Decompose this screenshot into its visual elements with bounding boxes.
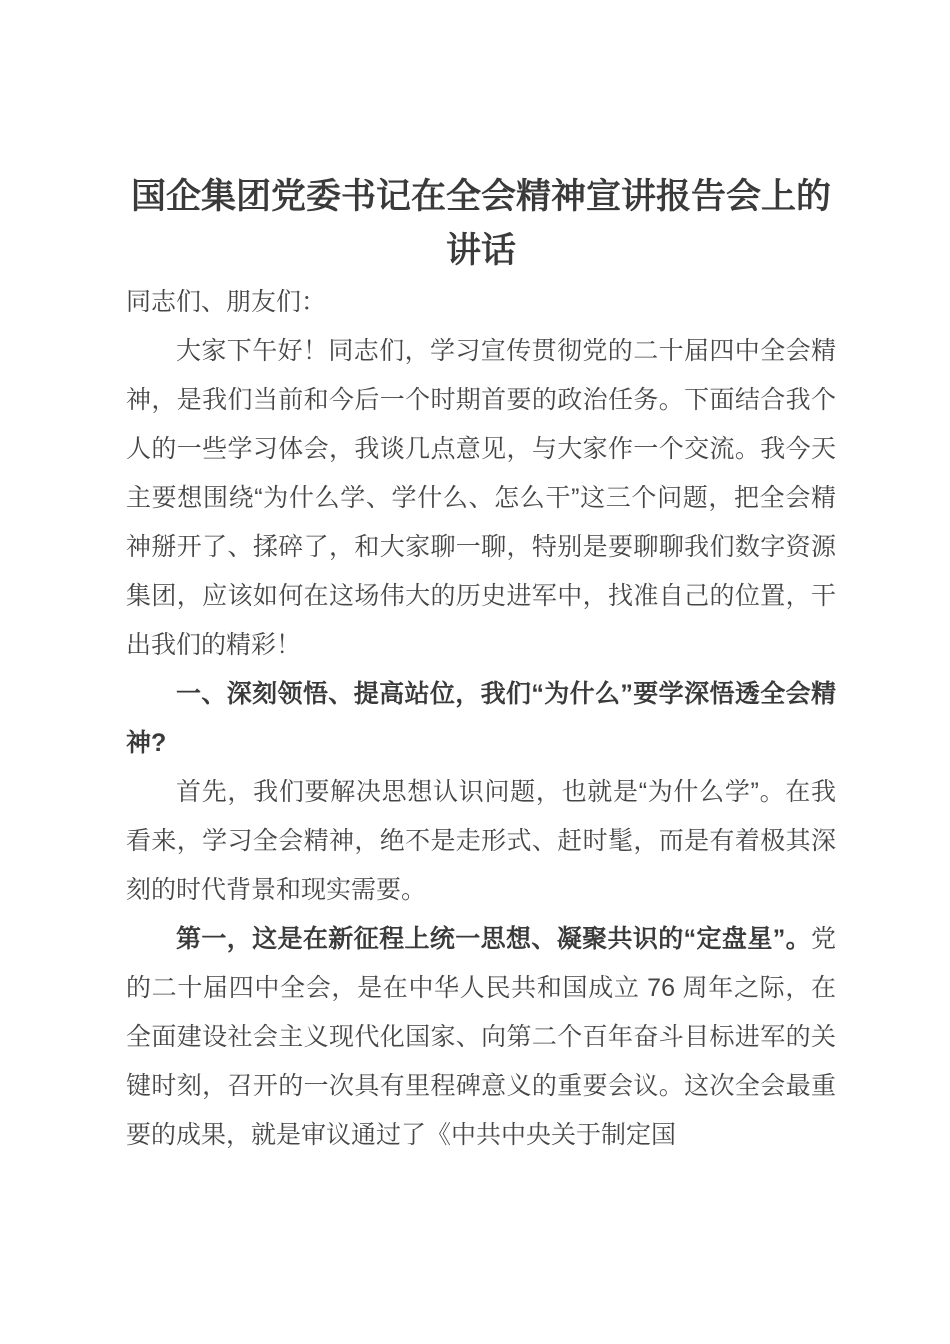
salutation: 同志们、朋友们： <box>126 288 327 316</box>
paragraph-first-point <box>126 915 836 1160</box>
paragraph-why-learn: 首先，我们要解决思想认识问题，也就是“为什么学”。在我看来，学习全会精神，绝不是走形式、赶时髦，而是有着极其深刻的时代背景和现实需要。 <box>126 778 836 904</box>
first-point-body-text: 党的二十届四中全会，是在中华人民共和国成立 76 周年之际，在全面建设社会主义现代化国家、向第二个百年奋斗目标进军的关键时刻，召开的一次具有里程碑意义的重要会议。这次全会最重要的成果，就是审议通过了《中共中央关于制定国 <box>126 925 836 1149</box>
section-heading-1: 一、深刻领悟、提高站位，我们“为什么”要学深悟透全会精神? <box>126 680 836 757</box>
first-point-bold-lead: 第一，这是在新征程上统一思想、凝聚共识的“定盘星”。 <box>176 925 811 953</box>
document-title: 国企集团党委书记在全会精神宣讲报告会上的讲话 <box>130 177 831 270</box>
paragraph-opening: 大家下午好！同志们，学习宣传贯彻党的二十届四中全会精神，是我们当前和今后一个时期首要的政治任务。下面结合我个人的一些学习体会，我谈几点意见，与大家作一个交流。我今天主要想围绕“为什么学、学什么、怎么干”这三个问题，把全会精神掰开了、揉碎了，和大家聊一聊，特别是要聊聊我们数字资源集团，应该如何在这场伟大的历史进军中，找准自己的位置，干出我们的精彩！ <box>126 337 836 659</box>
